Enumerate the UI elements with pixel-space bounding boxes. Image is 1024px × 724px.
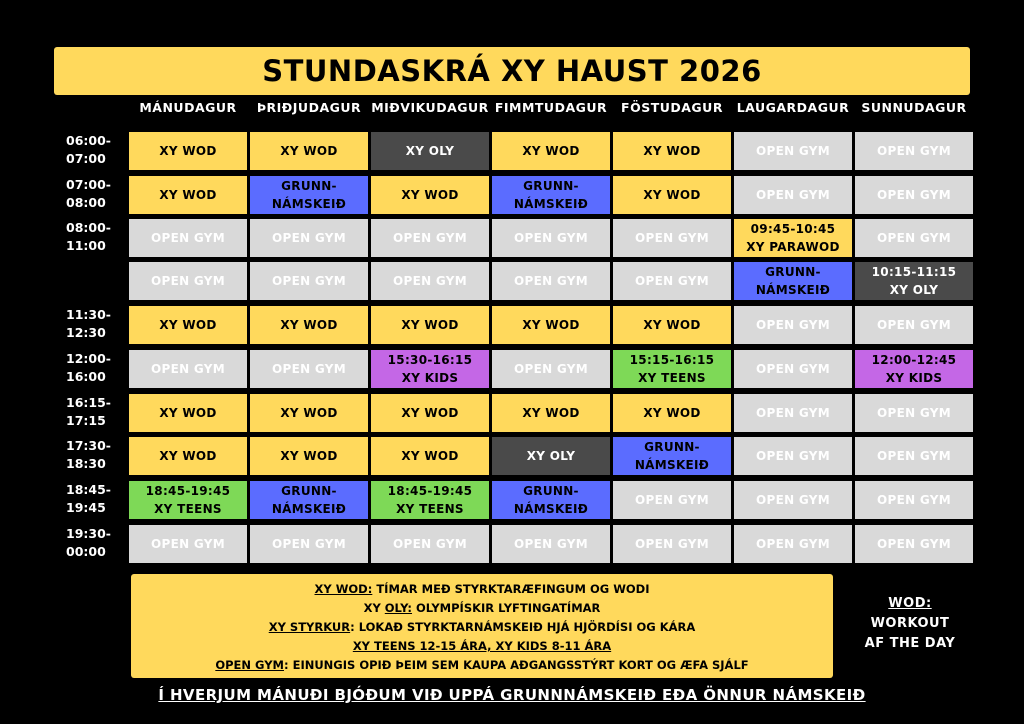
schedule-cell xyxy=(492,481,610,519)
schedule-cell-text: OPEN GYM xyxy=(876,231,952,245)
wod-note-term: WOD: xyxy=(888,596,932,611)
schedule-cell xyxy=(734,437,852,475)
time-slot-label xyxy=(66,219,126,255)
schedule-cell xyxy=(129,262,247,300)
time-slot-end: 00:00 xyxy=(66,544,106,559)
schedule-cell-text: XY OLY xyxy=(889,283,939,297)
time-slot-start: 08:00- xyxy=(66,220,111,235)
schedule-cell-text: 15:30-16:15 xyxy=(387,353,473,367)
schedule-cell-text: XY OLY xyxy=(526,449,576,463)
schedule-cell xyxy=(613,437,731,475)
schedule-cell-text: OPEN GYM xyxy=(876,493,952,507)
schedule-cell xyxy=(250,437,368,475)
schedule-cell xyxy=(613,306,731,344)
schedule-cell xyxy=(855,437,973,475)
time-slot-end: 11:00 xyxy=(66,238,106,253)
schedule-cell-text: OPEN GYM xyxy=(755,406,831,420)
schedule-cell xyxy=(371,176,489,214)
schedule-cell-text: OPEN GYM xyxy=(150,274,226,288)
schedule-cell-text: XY WOD xyxy=(643,188,701,202)
time-slot-label xyxy=(66,525,126,561)
legend-term-wod: XY WOD: xyxy=(314,582,373,596)
day-header-sunday: SUNNUDAGUR xyxy=(861,100,967,115)
schedule-cell xyxy=(855,262,973,300)
schedule-cell xyxy=(734,481,852,519)
time-slot-start: 19:30- xyxy=(66,526,111,541)
time-slot-label xyxy=(66,394,126,430)
schedule-cell-text: OPEN GYM xyxy=(755,362,831,376)
schedule-cell-text: OPEN GYM xyxy=(755,188,831,202)
schedule-cell xyxy=(613,219,731,257)
schedule-cell-text: XY WOD xyxy=(643,406,701,420)
schedule-cell-text: OPEN GYM xyxy=(755,318,831,332)
schedule-cell xyxy=(855,481,973,519)
time-slot-start: 18:45- xyxy=(66,482,111,497)
time-slot-label xyxy=(66,176,126,212)
schedule-cell-text: OPEN GYM xyxy=(392,274,468,288)
schedule-cell-text: OPEN GYM xyxy=(876,537,952,551)
schedule-cell xyxy=(734,394,852,432)
schedule-cell xyxy=(855,132,973,170)
schedule-cell xyxy=(613,481,731,519)
legend-text-oly: OLYMPÍSKIR LYFTINGATÍMAR xyxy=(412,601,601,615)
schedule-cell-text: XY WOD xyxy=(522,406,580,420)
legend-term-styrkur: XY STYRKUR xyxy=(268,620,351,634)
schedule-cell-text: XY WOD xyxy=(159,449,217,463)
schedule-cell-text: GRUNN- xyxy=(644,440,700,454)
schedule-cell-text: OPEN GYM xyxy=(513,274,589,288)
schedule-cell-text: XY WOD xyxy=(522,144,580,158)
schedule-cell-text: GRUNN- xyxy=(281,484,337,498)
day-header-monday: MÁNUDAGUR xyxy=(139,100,237,115)
time-slot-end: 19:45 xyxy=(66,500,106,515)
time-slot-start: 06:00- xyxy=(66,133,111,148)
schedule-cell xyxy=(129,394,247,432)
time-slot-end: 07:00 xyxy=(66,151,106,166)
schedule-cell-text: 12:00-12:45 xyxy=(871,353,957,367)
schedule-cell-text: NÁMSKEIÐ xyxy=(271,197,347,211)
schedule-cell xyxy=(734,525,852,563)
legend-text-styrkur: : LOKAÐ STYRKTARNÁMSKEIÐ HJÁ HJÖRDÍSI OG KÁRA xyxy=(350,620,696,634)
schedule-cell xyxy=(855,219,973,257)
schedule-cell-text: OPEN GYM xyxy=(513,362,589,376)
wod-note-line2: AF THE DAY xyxy=(864,636,956,651)
legend-box xyxy=(131,574,833,678)
schedule-cell xyxy=(129,350,247,388)
schedule-cell xyxy=(371,525,489,563)
schedule-cell-text: XY KIDS xyxy=(885,371,943,385)
schedule-cell-text: XY TEENS xyxy=(638,371,706,385)
schedule-cell-text: XY TEENS xyxy=(396,502,464,516)
schedule-cell xyxy=(129,481,247,519)
time-slot-end: 16:00 xyxy=(66,369,106,384)
schedule-cell-text: OPEN GYM xyxy=(513,231,589,245)
schedule-cell-text: XY WOD xyxy=(401,318,459,332)
schedule-cell-text: XY WOD xyxy=(643,318,701,332)
schedule-cell xyxy=(613,394,731,432)
schedule-cell xyxy=(129,306,247,344)
schedule-cell-text: OPEN GYM xyxy=(150,362,226,376)
schedule-cell xyxy=(250,132,368,170)
time-slot-end: 17:15 xyxy=(66,413,106,428)
schedule-cell-text: OPEN GYM xyxy=(634,231,710,245)
schedule-cell xyxy=(250,306,368,344)
schedule-cell-text: NÁMSKEIÐ xyxy=(513,197,589,211)
schedule-cell-text: NÁMSKEIÐ xyxy=(634,458,710,472)
schedule-cell xyxy=(492,219,610,257)
schedule-cell-text: 09:45-10:45 xyxy=(750,222,836,236)
schedule-cell-text: OPEN GYM xyxy=(634,537,710,551)
schedule-cell-text: XY WOD xyxy=(159,188,217,202)
schedule-cell xyxy=(855,350,973,388)
footer-note: Í HVERJUM MÁNUÐI BJÓÐUM VIÐ UPPÁ GRUNNNÁMSKEIÐ EÐA ÖNNUR NÁMSKEIÐ xyxy=(158,686,866,704)
legend-prefix-oly: XY xyxy=(363,601,385,615)
schedule-cell xyxy=(492,262,610,300)
schedule-cell xyxy=(129,176,247,214)
schedule-cell-text: NÁMSKEIÐ xyxy=(271,502,347,516)
schedule-cell-text: XY WOD xyxy=(522,318,580,332)
schedule-cell xyxy=(613,176,731,214)
schedule-cell-text: OPEN GYM xyxy=(755,144,831,158)
schedule-cell xyxy=(371,262,489,300)
schedule-cell-text: 10:15-11:15 xyxy=(871,265,957,279)
day-header-saturday: LAUGARDAGUR xyxy=(736,100,850,115)
schedule-cell xyxy=(734,350,852,388)
schedule-cell xyxy=(492,525,610,563)
legend-line-styrkur xyxy=(131,618,833,637)
schedule-cell-text: GRUNN- xyxy=(765,265,821,279)
time-slot-label xyxy=(66,481,126,517)
schedule-cell xyxy=(371,481,489,519)
schedule-cell xyxy=(371,350,489,388)
schedule-cell xyxy=(129,525,247,563)
schedule-cell-text: OPEN GYM xyxy=(150,231,226,245)
schedule-cell xyxy=(250,219,368,257)
schedule-cell-text: OPEN GYM xyxy=(634,493,710,507)
schedule-cell xyxy=(250,176,368,214)
schedule-cell-text: OPEN GYM xyxy=(392,537,468,551)
schedule-cell xyxy=(492,132,610,170)
schedule-cell-text: 15:15-16:15 xyxy=(629,353,715,367)
time-slot-end: 18:30 xyxy=(66,456,106,471)
schedule-cell xyxy=(855,525,973,563)
schedule-cell xyxy=(250,394,368,432)
legend-text-opengym: : EINUNGIS OPIÐ ÞEIM SEM KAUPA AÐGANGSSTÝRT KORT OG ÆFA SJÁLF xyxy=(283,658,749,672)
schedule-cell-text: GRUNN- xyxy=(281,179,337,193)
schedule-cell-text: XY PARAWOD xyxy=(746,240,840,254)
day-header-thursday: FIMMTUDAGUR xyxy=(494,100,608,115)
page-title xyxy=(54,47,970,95)
time-slot-start: 12:00- xyxy=(66,351,111,366)
schedule-cell-text: OPEN GYM xyxy=(271,537,347,551)
schedule-cell-text: OPEN GYM xyxy=(513,537,589,551)
schedule-cell-text: OPEN GYM xyxy=(876,449,952,463)
schedule-cell-text: OPEN GYM xyxy=(271,231,347,245)
schedule-cell-text: OPEN GYM xyxy=(755,449,831,463)
schedule-cell-text: 18:45-19:45 xyxy=(145,484,231,498)
schedule-cell-text: XY KIDS xyxy=(401,371,459,385)
legend-term-opengym: OPEN GYM xyxy=(215,658,284,672)
schedule-cell-text: XY WOD xyxy=(159,144,217,158)
schedule-cell xyxy=(371,219,489,257)
schedule-cell-text: XY WOD xyxy=(280,144,338,158)
schedule-cell xyxy=(492,350,610,388)
schedule-cell xyxy=(734,132,852,170)
schedule-cell-text: OPEN GYM xyxy=(271,362,347,376)
time-slot-label xyxy=(66,306,126,342)
schedule-cell-text: OPEN GYM xyxy=(755,493,831,507)
schedule-cell xyxy=(250,525,368,563)
schedule-cell xyxy=(250,262,368,300)
schedule-cell-text: NÁMSKEIÐ xyxy=(755,283,831,297)
time-slot-label xyxy=(66,350,126,386)
schedule-cell xyxy=(613,132,731,170)
schedule-cell-text: OPEN GYM xyxy=(876,144,952,158)
schedule-cell xyxy=(129,132,247,170)
schedule-cell-text: OPEN GYM xyxy=(755,537,831,551)
schedule-cell-text: OPEN GYM xyxy=(271,274,347,288)
schedule-cell-text: OPEN GYM xyxy=(392,231,468,245)
schedule-cell-text: GRUNN- xyxy=(523,484,579,498)
schedule-cell-text: XY WOD xyxy=(280,318,338,332)
schedule-cell-text: 18:45-19:45 xyxy=(387,484,473,498)
schedule-cell xyxy=(250,481,368,519)
schedule-cell-text: XY WOD xyxy=(401,406,459,420)
schedule-cell-text: OPEN GYM xyxy=(150,537,226,551)
schedule-cell xyxy=(613,350,731,388)
schedule-cell-text: OPEN GYM xyxy=(876,406,952,420)
time-slot-end: 12:30 xyxy=(66,325,106,340)
time-slot-end: 08:00 xyxy=(66,195,106,210)
legend-term-oly: OLY: xyxy=(384,601,413,615)
schedule-cell-text: NÁMSKEIÐ xyxy=(513,502,589,516)
legend-line-wod xyxy=(131,580,833,599)
time-slot-label xyxy=(66,437,126,473)
schedule-cell xyxy=(492,394,610,432)
legend-line-opengym xyxy=(131,656,833,675)
day-header-wednesday: MIÐVIKUDAGUR xyxy=(371,100,489,115)
schedule-cell-text: XY WOD xyxy=(159,318,217,332)
schedule-cell xyxy=(129,437,247,475)
schedule-cell-text: OPEN GYM xyxy=(634,274,710,288)
day-header-friday: FÖSTUDAGUR xyxy=(621,100,723,115)
schedule-cell-text: XY TEENS xyxy=(154,502,222,516)
schedule-cell xyxy=(855,394,973,432)
schedule-cell-text: XY WOD xyxy=(280,406,338,420)
schedule-cell-text: XY WOD xyxy=(280,449,338,463)
legend-text-wod: TÍMAR MEÐ STYRKTARÆFINGUM OG WODI xyxy=(372,582,650,596)
schedule-cell-text: XY WOD xyxy=(401,449,459,463)
schedule-cell-text: XY WOD xyxy=(159,406,217,420)
schedule-cell xyxy=(734,306,852,344)
schedule-cell xyxy=(613,262,731,300)
time-slot-start: 16:15- xyxy=(66,395,111,410)
schedule-cell xyxy=(129,219,247,257)
schedule-cell-text: GRUNN- xyxy=(523,179,579,193)
schedule-cell xyxy=(371,306,489,344)
schedule-cell xyxy=(371,394,489,432)
schedule-cell-text: OPEN GYM xyxy=(876,318,952,332)
day-header-tuesday: ÞRIÐJUDAGUR xyxy=(256,100,362,115)
schedule-cell-text: XY OLY xyxy=(405,144,455,158)
schedule-cell xyxy=(371,132,489,170)
schedule-cell xyxy=(613,525,731,563)
schedule-cell xyxy=(250,350,368,388)
schedule-cell xyxy=(855,176,973,214)
schedule-cell xyxy=(492,176,610,214)
schedule-cell xyxy=(734,262,852,300)
schedule-cell xyxy=(492,306,610,344)
legend-line-oly xyxy=(131,599,833,618)
schedule-cell-text: XY WOD xyxy=(401,188,459,202)
schedule-cell xyxy=(855,306,973,344)
time-slot-start: 17:30- xyxy=(66,438,111,453)
schedule-cell xyxy=(371,437,489,475)
time-slot-start: 07:00- xyxy=(66,177,111,192)
schedule-cell xyxy=(734,219,852,257)
legend-text-teens-kids: XY TEENS 12-15 ÁRA, XY KIDS 8-11 ÁRA xyxy=(352,639,612,653)
schedule-cell-text: XY WOD xyxy=(643,144,701,158)
schedule-cell xyxy=(734,176,852,214)
wod-note xyxy=(860,594,960,654)
wod-note-line1: WORKOUT xyxy=(870,616,950,631)
page-title-text: STUNDASKRÁ XY HAUST 2026 xyxy=(262,54,762,88)
schedule-cell xyxy=(492,437,610,475)
time-slot-start: 11:30- xyxy=(66,307,111,322)
legend-line-teens-kids xyxy=(131,637,833,656)
time-slot-label xyxy=(66,132,126,168)
schedule-cell-text: OPEN GYM xyxy=(876,188,952,202)
